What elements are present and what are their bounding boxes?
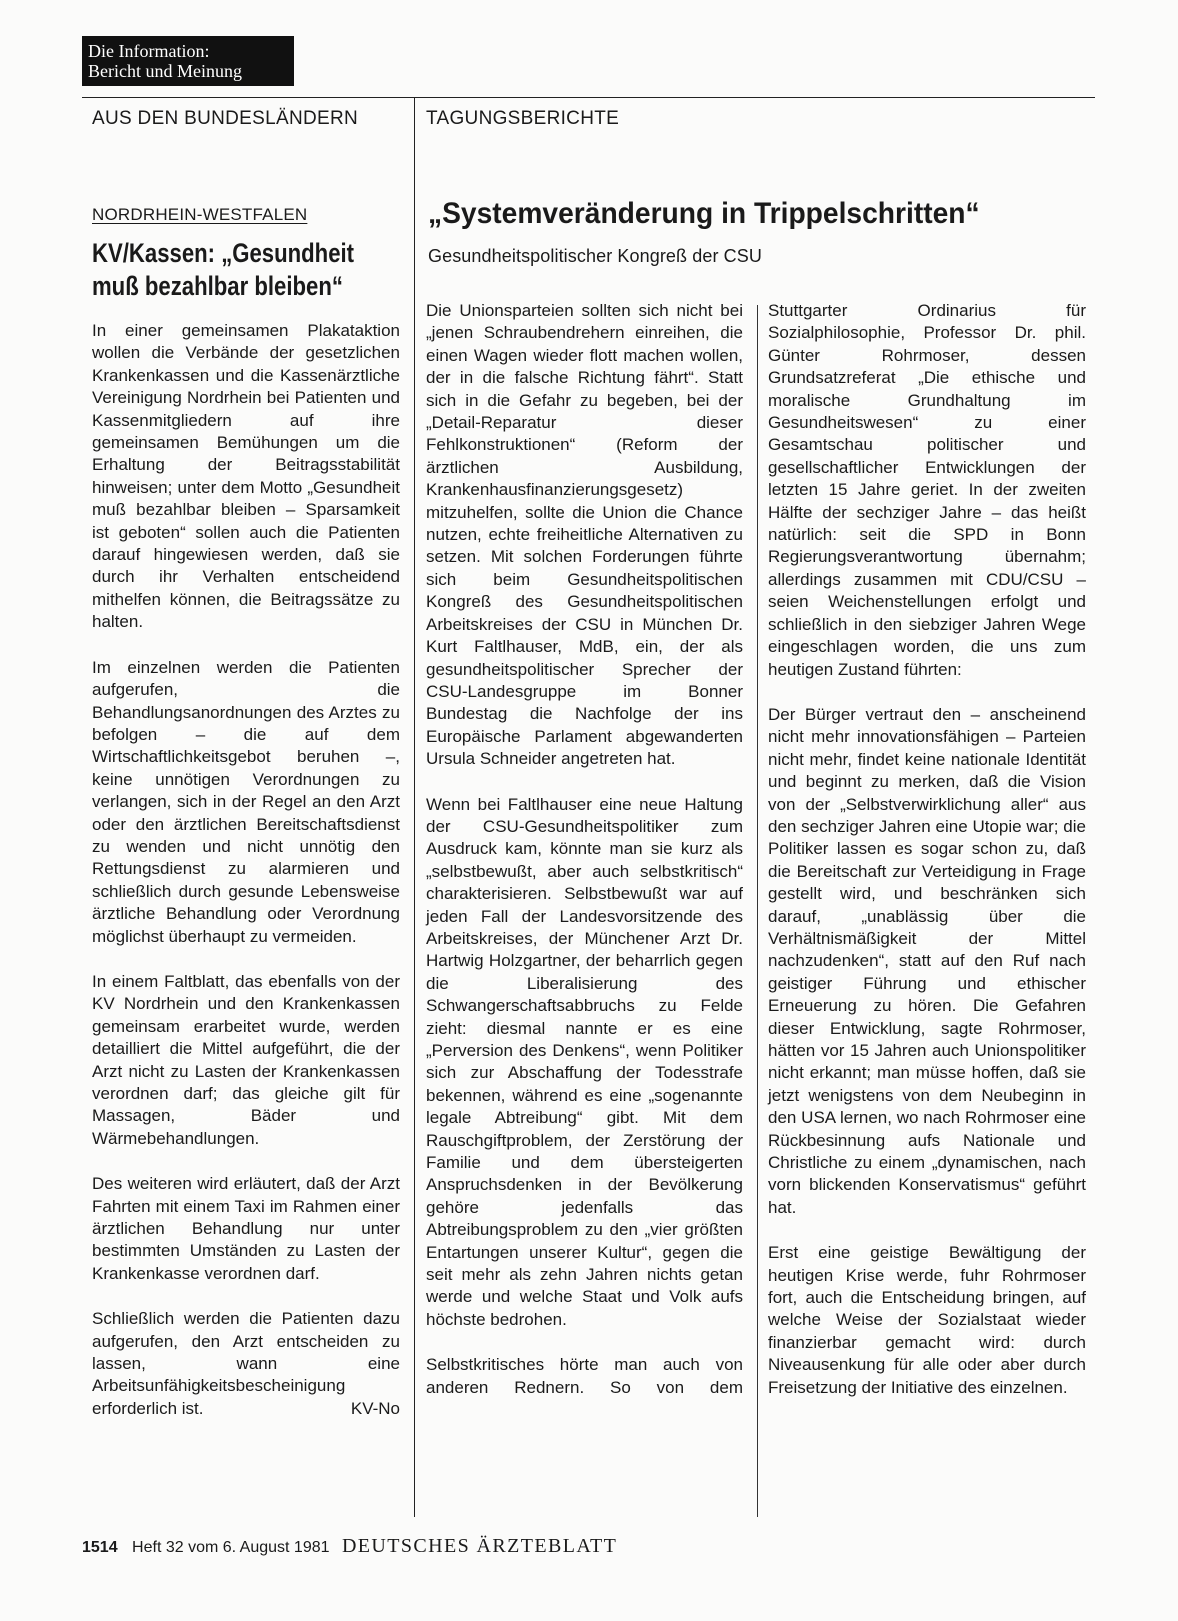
headline-line-2: muß bezahlbar bleiben“ [92,271,343,301]
paragraph: Der Bürger vertraut den – anscheinend nicht mehr innovationsfähigen – Parteien nicht mehr, findet keine nationale Identität und beginnt zu merken, daß die Vision von der „Selbstverwirklichung aller“ aus den sechziger Jahren eine Utopie war; die Politiker lassen es sogar schon zu, daß die Bereitschaft zur Verteidigung in Frage gestellt wird, und beschränken sich darauf, „unablässig über die Verhältnismäßigkeit der Mittel nachzudenken“, statt auf den Ruf nach geistiger Führung und ethischer Erneuerung zu hören. Die Gefahren dieser Entwicklung, sagte Rohrmoser, hätten vor 15 Jahren auch Unionspolitiker nicht erkannt; man müsse hoffen, daß sie jetzt wenigstens von dem Neubeginn in den USA lernen, wo nach Rohrmoser eine Rückbesinnung aufs Nationale und Christliche zu einem „dynamischen, nach vorn blickenden Konservatismus“ geführt hat. [768,704,1086,1217]
badge-line-1: Die Information: [88,41,210,61]
author-signature: KV-No [350,1398,400,1418]
paragraph: Stuttgarter Ordinarius für Sozialphilosophie, Professor Dr. phil. Günter Rohrmoser, dessen Grundsatzreferat „Die ethische und moralische Grundhaltung im Gesundheitswesen“ zu einer Gesamtschau politischer und gesellschaftlicher Entwicklungen der letzten 15 Jahre geriet. In der zweiten Hälfte der sechziger Jahre – das heißt natürlich: seit die SPD in Bonn Regierungsverantwortung übernahm; allerdings zusammen mit CDU/CSU – seien Weichenstellungen erfolgt und schließlich in den siebziger Jahren Wege eingeschlagen worden, die uns zum heutigen Zustand führten: [768,301,1086,679]
paragraph: Die Unionsparteien sollten sich nicht bei „jenen Schraubendrehern einreihen, die einen Wagen wieder flott machen wollen, der in die falsche Richtung fährt“. Statt sich in die Gefahr zu begeben, bei der „Detail-Reparatur dieser Fehlkonstruktionen“ (Reform der ärztlichen Ausbildung, Krankenhausfinanzierungsgesetz) mitzuhelfen, sollte die Union die Chance nutzen, echte freiheitliche Alternativen zu setzen. Mit solchen Forderungen führte sich beim Gesundheitspolitischen Kongreß des Gesundheitspolitischen Arbeitskreises der CSU in München Dr. Kurt Faltlhauser, MdB, ein, der als gesundheitspolitischer Sprecher der CSU-Landesgruppe im Bonner Bundestag die Nachfolge der ins Europäische Parlament abgewanderten Ursula Schneider angetreten hat. [426,301,743,769]
paragraph: Selbstkritisches hörte man auch von anderen Rednern. So von dem [426,1355,743,1397]
right-article-headline: „Systemveränderung in Trippelschritten“ [428,197,980,230]
issue-info: Heft 32 vom 6. August 1981 [132,1539,330,1556]
article-kicker: NORDRHEIN-WESTFALEN [92,205,308,224]
column-divider [414,97,415,1517]
page-number: 1514 [82,1539,118,1556]
section-badge [82,36,294,86]
right-article-subhead: Gesundheitspolitischer Kongreß der CSU [428,246,762,266]
right-article-column-1 [426,300,743,1399]
section-label-left: AUS DEN BUNDESLÄNDERN [92,108,359,129]
page-footer [82,1535,617,1558]
paragraph: In einem Faltblatt, das ebenfalls von der KV Nordrhein und den Krankenkassen gemeinsam erarbeitet wurde, werden detailliert die Mittel aufgeführt, die der Arzt nicht zu Lasten der Krankenkassen verordnen darf; das gleiche gilt für Massagen, Bäder und Wärmebehandlungen. [92,971,400,1148]
paragraph: Im einzelnen werden die Patienten aufgerufen, die Behandlungsanordnungen des Arztes zu befolgen – die auf dem Wirtschaftlichkeitsgebot beruhen –, keine unnötigen Verordnungen zu verlangen, sich in der Regel an den Arzt oder den ärztlichen Bereitschaftsdienst zu wenden und nicht unnötig den Rettungsdienst zu alarmieren und schließlich durch gesunde Lebensweise ärztliche Behandlung oder Verordnung möglichst überhaupt zu vermeiden. [92,657,400,946]
paragraph: Schließlich werden die Patienten dazu aufgerufen, den Arzt entscheiden zu lassen, wann eine Arbeitsunfähigkeitsbescheinigung [92,1309,400,1396]
badge-line-2: Bericht und Meinung [88,61,242,81]
left-article-headline [92,237,354,303]
paragraph: Wenn bei Faltlhauser eine neue Haltung der CSU-Gesundheitspolitiker zum Ausdruck kam, könnte man sie kurz als „selbstbewußt, aber auch selbstkritisch“ charakterisieren. Selbstbewußt war auf jeden Fall der Landesvorsitzende des Arbeitskreises, der Münchener Arzt Dr. Hartwig Holzgartner, der beharrlich gegen die Liberalisierung des Schwangerschaftsabbruchs zu Felde zieht: diesmal nannte er es eine „Perversion des Denkens“, wenn Politiker sich zur Abschaffung der Todesstrafe bekennen, während es eine „sogenannte legale Abtreibung“ gibt. Mit dem Rauschgiftproblem, der Zerstörung der Familie und dem übersteigerten Anspruchsdenken in der Bevölkerung gehöre jedenfalls das Abtreibungsproblem zu den „vier größten Entartungen unserer Kultur“, gegen die seit mehr als zehn Jahren nichts getan werde und welche Staat und Volk aufs höchste bedrohen. [426,794,743,1329]
left-article-body [92,320,400,1420]
headline-line-1: KV/Kassen: „Gesundheit [92,238,355,268]
column-divider-right [757,305,758,1517]
right-article-column-2 [768,300,1086,1422]
paragraph: Erst eine geistige Bewältigung der heutigen Krise werde, fuhr Rohrmoser fort, auch die Entscheidung bringen, auf welche Weise der Sozialstaat wieder finanzierbar gemacht wird: durch Niveausenkung für alle oder aber durch Freisetzung der Initiative des einzelnen. [768,1243,1086,1397]
top-rule [82,97,1095,98]
paragraph: In einer gemeinsamen Plakataktion wollen die Verbände der gesetzlichen Krankenkassen und die Kassenärztliche Vereinigung Nordrhein bei Patienten und Kassenmitgliedern auf ihre gemeinsamen Bemühungen um die Erhaltung der Beitragsstabilität hinweisen; unter dem Motto „Gesundheit muß bezahlbar bleiben – Sparsamkeit ist geboten“ sollen auch die Patienten darauf hingewiesen werden, daß sie durch ihr Verhalten entscheidend mithelfen können, die Beitragssätze zu halten. [92,321,400,632]
closing-line [92,1398,400,1420]
paragraph: Des weiteren wird erläutert, daß der Arzt Fahrten mit einem Taxi im Rahmen einer ärztlichen Behandlung nur unter bestimmten Umständen zu Lasten der Krankenkasse verordnen darf. [92,1174,400,1283]
paragraph-end: erforderlich ist. [92,1398,204,1418]
section-label-right: TAGUNGSBERICHTE [426,108,620,129]
journal-name: DEUTSCHES ÄRZTEBLATT [341,1535,618,1557]
